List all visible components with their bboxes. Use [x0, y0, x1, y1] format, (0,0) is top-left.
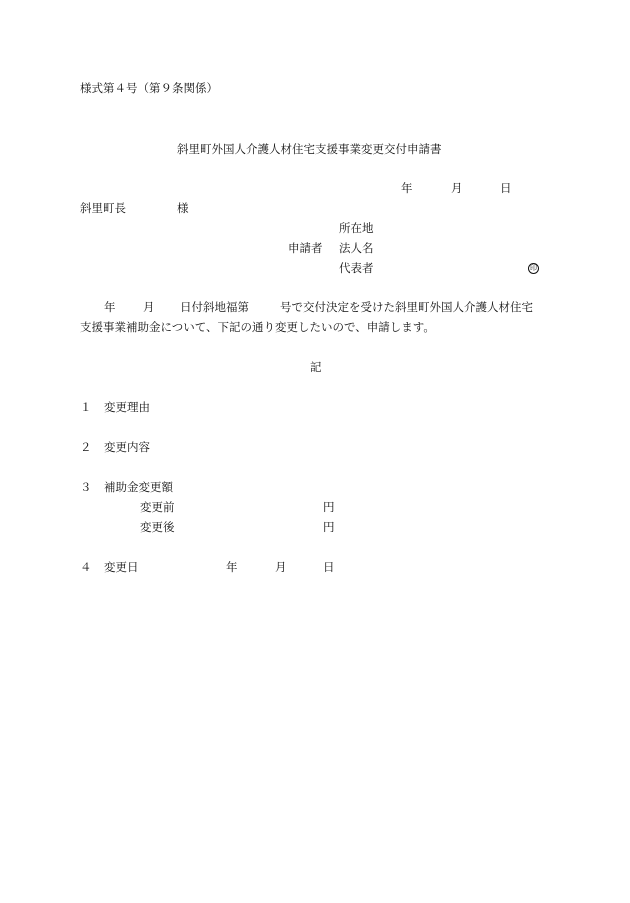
date-month: 月 [451, 181, 463, 195]
item-2-label: 変更内容 [104, 440, 150, 454]
ki-heading: 記 [310, 360, 322, 374]
amount-before-unit: 円 [323, 500, 335, 514]
change-date-day: 日 [323, 560, 335, 574]
body-ref-prefix: 日付斜地福第 [180, 300, 249, 314]
representative-label: 代表者 [339, 261, 374, 275]
body-line1-rest: 号で交付決定を受けた斜里町外国人介護人材住宅 [280, 300, 533, 314]
applicant-label: 申請者 [288, 241, 323, 255]
document-title: 斜里町外国人介護人材住宅支援事業変更交付申請書 [177, 142, 442, 156]
corp-name-label: 法人名 [339, 241, 374, 255]
body-line2: 支援事業補助金について、下記の通り変更したいので、申請します。 [80, 320, 435, 334]
item-1-label: 変更理由 [104, 400, 150, 414]
item-4-number: ４ [80, 560, 92, 574]
body-month: 月 [143, 300, 155, 314]
item-4-label: 変更日 [104, 560, 139, 574]
amount-after-unit: 円 [323, 520, 335, 534]
amount-after-label: 変更後 [140, 520, 175, 534]
address-label: 所在地 [339, 221, 374, 235]
addressee-honorific: 様 [177, 201, 189, 215]
body-year: 年 [104, 300, 116, 314]
item-3-number: ３ [80, 480, 92, 494]
item-3-label: 補助金変更額 [104, 480, 173, 494]
amount-before-label: 変更前 [140, 500, 175, 514]
date-year: 年 [401, 181, 413, 195]
form-number: 様式第４号（第９条関係） [80, 81, 218, 95]
seal-mark: 印 [530, 264, 537, 272]
change-date-year: 年 [226, 560, 238, 574]
item-2-number: ２ [80, 440, 92, 454]
date-day: 日 [500, 181, 512, 195]
item-1-number: １ [80, 400, 92, 414]
addressee-name: 斜里町長 [80, 201, 126, 215]
change-date-month: 月 [275, 560, 287, 574]
